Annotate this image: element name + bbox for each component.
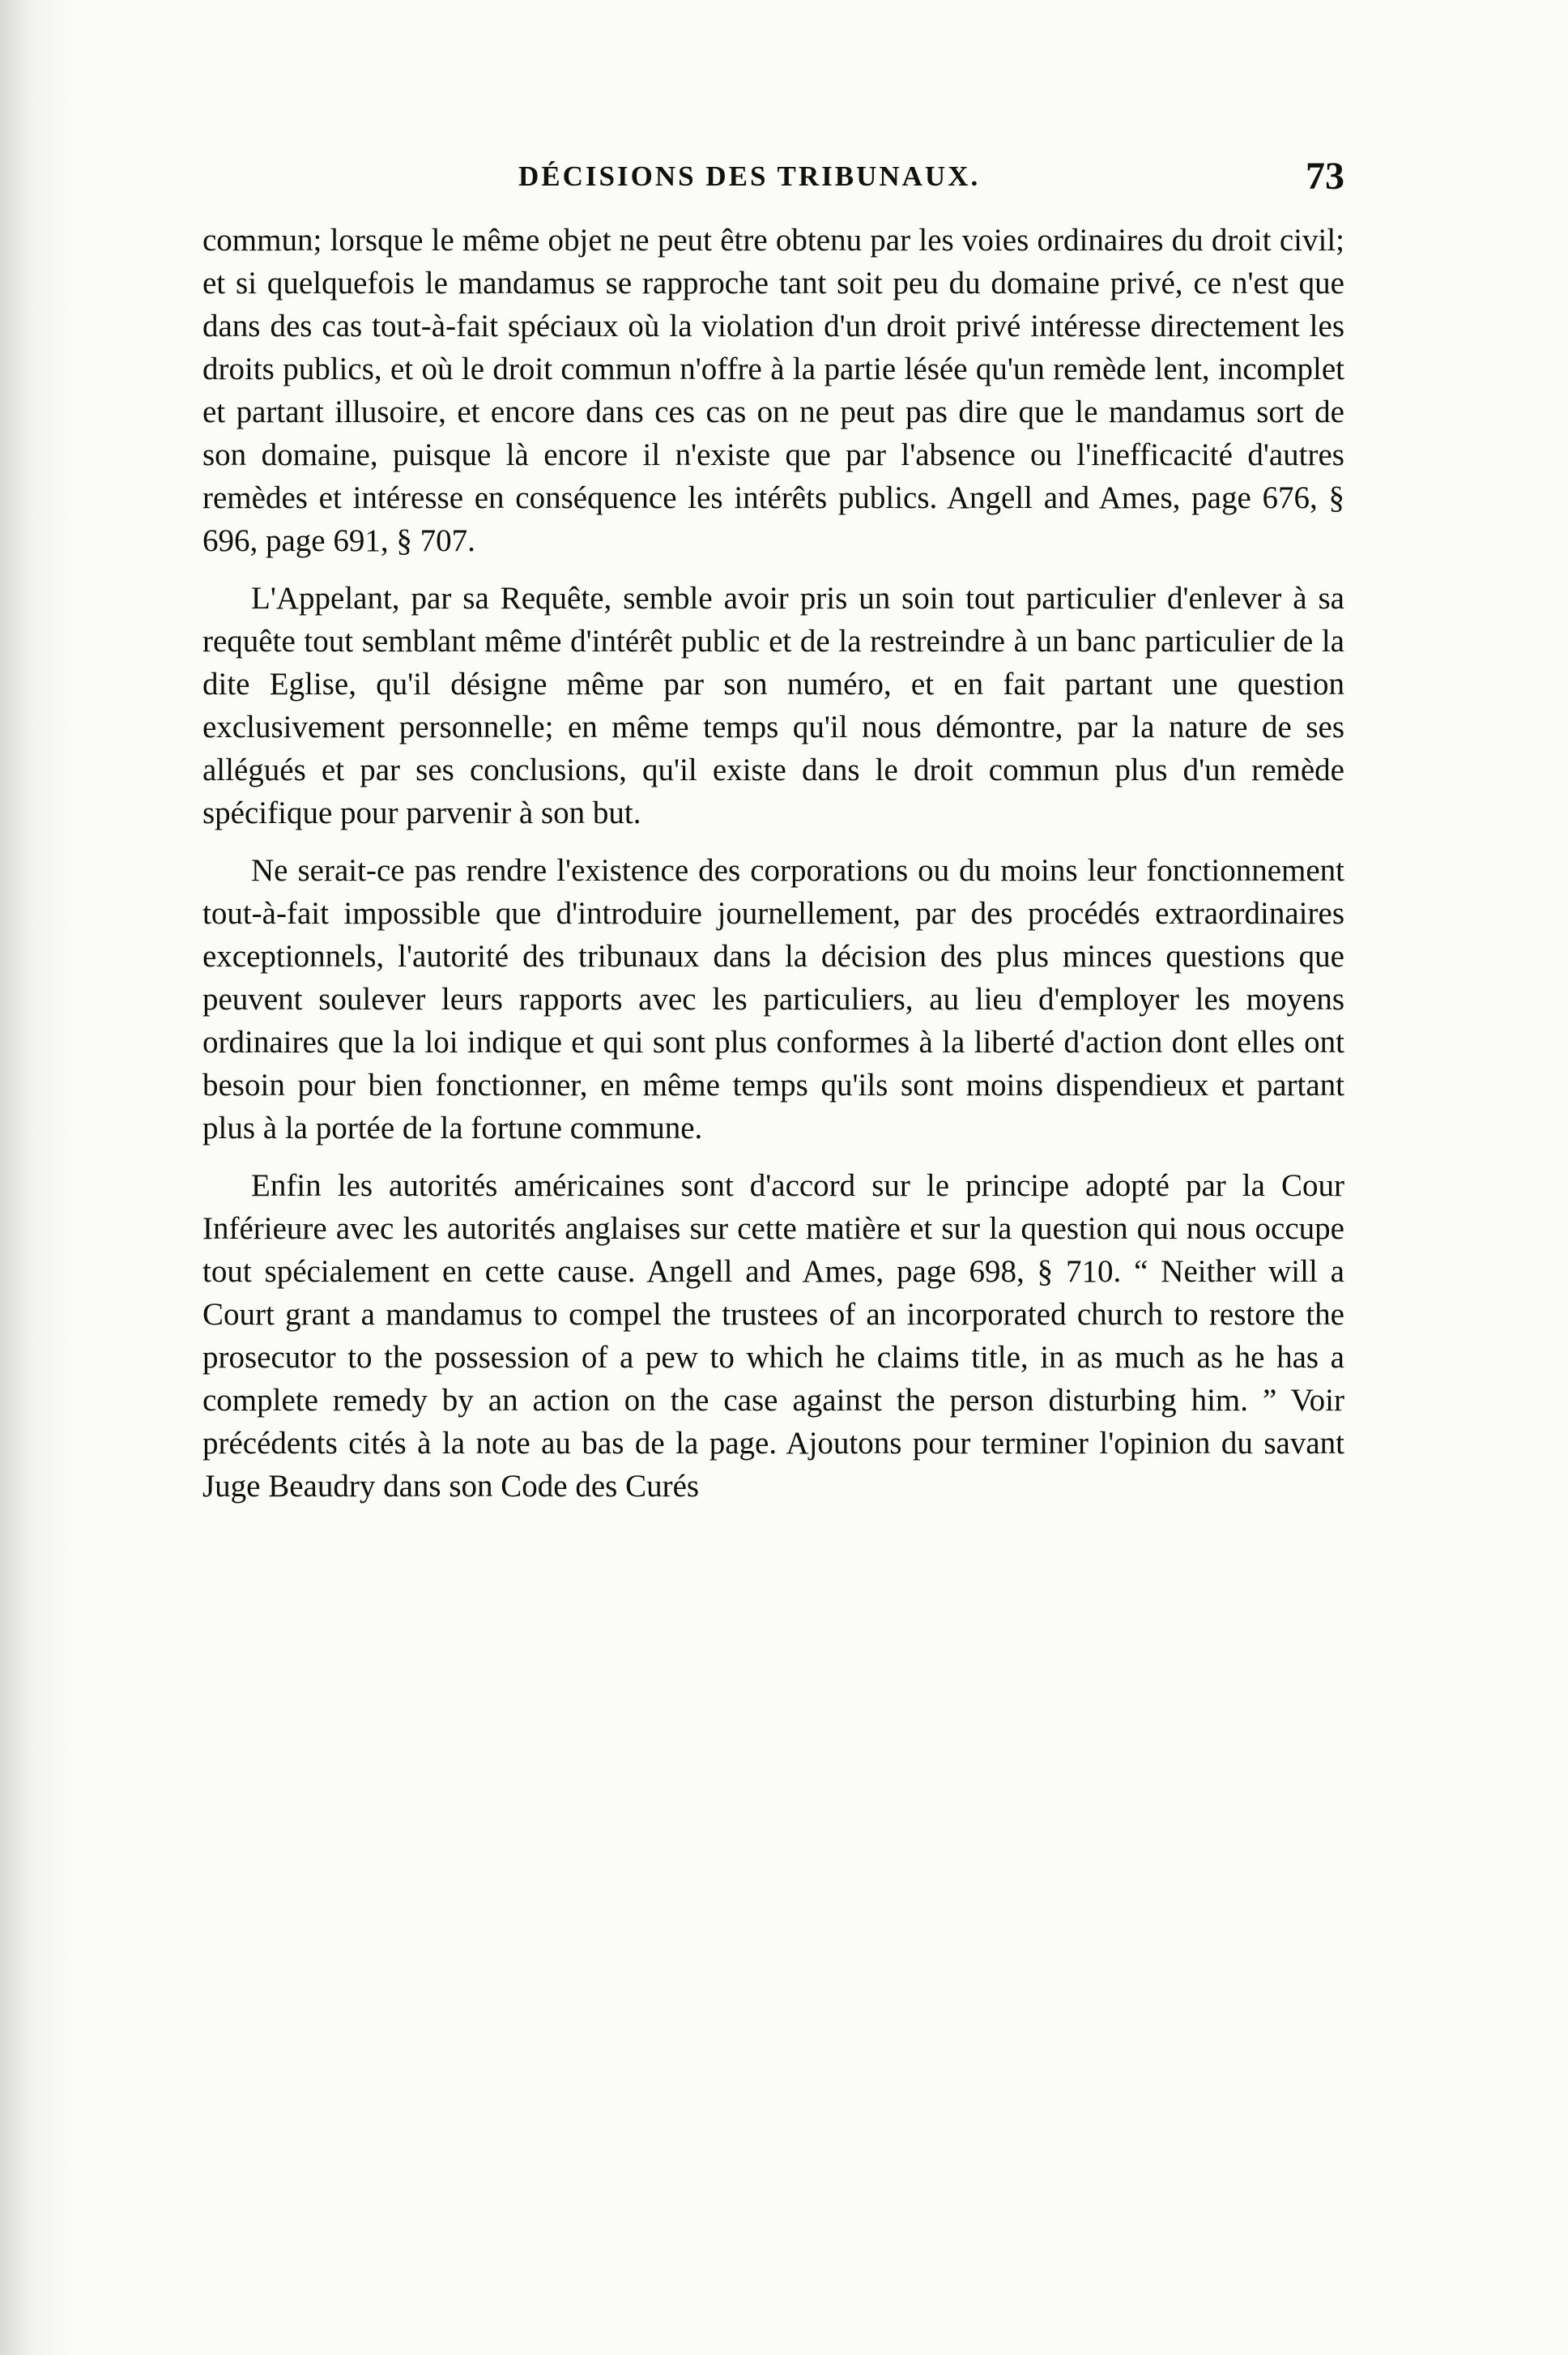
scanned-left-margin — [0, 0, 73, 2355]
page-number: 73 — [1306, 155, 1344, 198]
paragraph-2: L'Appelant, par sa Requête, semble avoir pris un soin tout particulier d'enlever à sa requête tout semblant même d'intérêt public et de la restreindre à un banc particulier de la dite Eglise, qu'il désigne même par son numéro, et en fait partant une question exclusivement personnelle; en même temps qu'il nous démontre, par la nature de ses allégués et par ses conclusions, qu'il existe dans le droit commun plus d'un remède spécifique pour parvenir à son but. — [202, 581, 1344, 830]
paragraph-3: Ne serait-ce pas rendre l'existence des corporations ou du moins leur fonctionnement tout-à-fait impossible que d'introduire journellement, par des procédés extraordinaires exceptionnels, l'autorité des tribunaux dans la décision des plus minces questions que peuvent soulever leurs rapports avec les particuliers, au lieu d'employer les moyens ordinaires que la loi indique et qui sont plus conformes à la liberté d'action dont elles ont besoin pour bien fonctionner, en même temps qu'ils sont moins dispendieux et partant plus à la portée de la fortune commune. — [202, 853, 1344, 1146]
paragraph-4: Enfin les autorités américaines sont d'accord sur le principe adopté par la Cour Inférieure avec les autorités anglaises sur cette matière et sur la question qui nous occupe tout spécialement en cette cause. Angell and Ames, page 698, § 710. “ Neither will a Court grant a mandamus to compel the trustees of an incorporated church to restore the prosecutor to the possession of a pew to which he claims title, in as much as he has a complete remedy by an action on the case against the person disturbing him. ” Voir précédents cités à la note au bas de la page. Ajoutons pour terminer l'opinion du savant Juge Beaudry dans son Code des Curés — [202, 1168, 1344, 1504]
body-text — [202, 219, 1344, 1522]
running-head: DÉCISIONS DES TRIBUNAUX. — [518, 160, 981, 192]
page-header — [211, 154, 1361, 211]
paragraph-1: commun; lorsque le même objet ne peut être obtenu par les voies ordinaires du droit civil; et si quelquefois le mandamus se rapproche tant soit peu du domaine privé, ce n'est que dans des cas tout-à-fait spéciaux où la violation d'un droit privé intéresse directement les droits publics, et où le droit commun n'offre à la partie lésée qu'un remède lent, incomplet et partant illusoire, et encore dans ces cas on ne peut pas dire que le mandamus sort de son domaine, puisque là encore il n'existe que par l'absence ou l'inefficacité d'autres remèdes et intéresse en conséquence les intérêts publics. Angell and Ames, page 676, § 696, page 691, § 707. — [202, 223, 1344, 558]
